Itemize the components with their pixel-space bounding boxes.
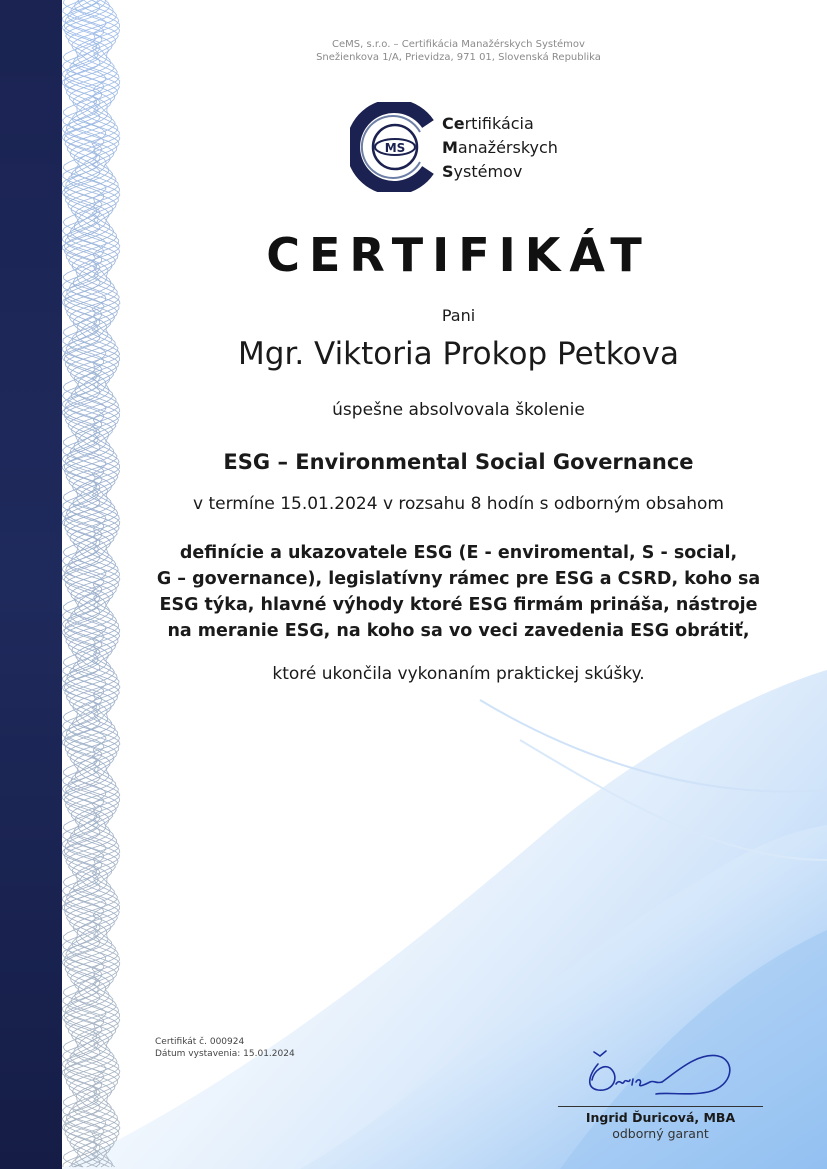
certificate-number: Certifikát č. 000924 [155,1037,245,1047]
term-text: v termíne 15.01.2024 v rozsahu 8 hodín s odborným obsahom [193,494,724,514]
cems-logo [350,102,580,192]
logo-word2-initial: M [442,138,458,157]
logo-word1-initial: Ce [442,114,465,133]
issuer-address-line: Snežienkova 1/A, Prievidza, 971 01, Slovenská Republika [316,52,601,63]
signatory-role: odborný garant [612,1126,709,1141]
recipient-name: Mgr. Viktoria Prokop Petkova [238,336,679,372]
salutation: Pani [441,306,476,325]
handwritten-signature [558,1046,763,1098]
logo-word3-rest: ystémov [453,162,523,181]
topic-line: G – governance), legislatívny rámec pre ESG a CSRD, koho sa [156,569,761,589]
logo-word2-rest: anažérskych [457,138,558,157]
topic-line: definície a ukazovatele ESG (E - enviromental, S - social, [179,543,738,563]
exam-text: ktoré ukončila vykonaním praktickej skúšky. [272,664,645,684]
logo-word1-rest: rtifikácia [464,114,534,133]
topic-line: ESG týka, hlavné výhody ktoré ESG firmám prináša, nástroje [159,595,758,615]
logo-emblem-text: MS [384,141,406,155]
course-topics [90,540,827,644]
completed-text: úspešne absolvovala školenie [332,400,585,420]
logo-word3-initial: S [442,162,454,181]
issuer-company-line: CeMS, s.r.o. – Certifikácia Manažérskych Systémov [332,39,585,50]
topic-line: na meranie ESG, na koho sa vo veci zavedenia ESG obrátiť, [167,621,750,641]
signature-line [558,1106,763,1107]
logo-emblem-icon [350,102,440,192]
certificate-title: CERTIFIKÁT [266,228,651,282]
logo-wordmark [442,112,558,184]
signature-block [558,1046,763,1141]
course-name: ESG – Environmental Social Governance [223,450,694,474]
signatory-name: Ingrid Ďuricová, MBA [585,1110,736,1125]
issue-date: Dátum vystavenia: 15.01.2024 [155,1049,295,1059]
